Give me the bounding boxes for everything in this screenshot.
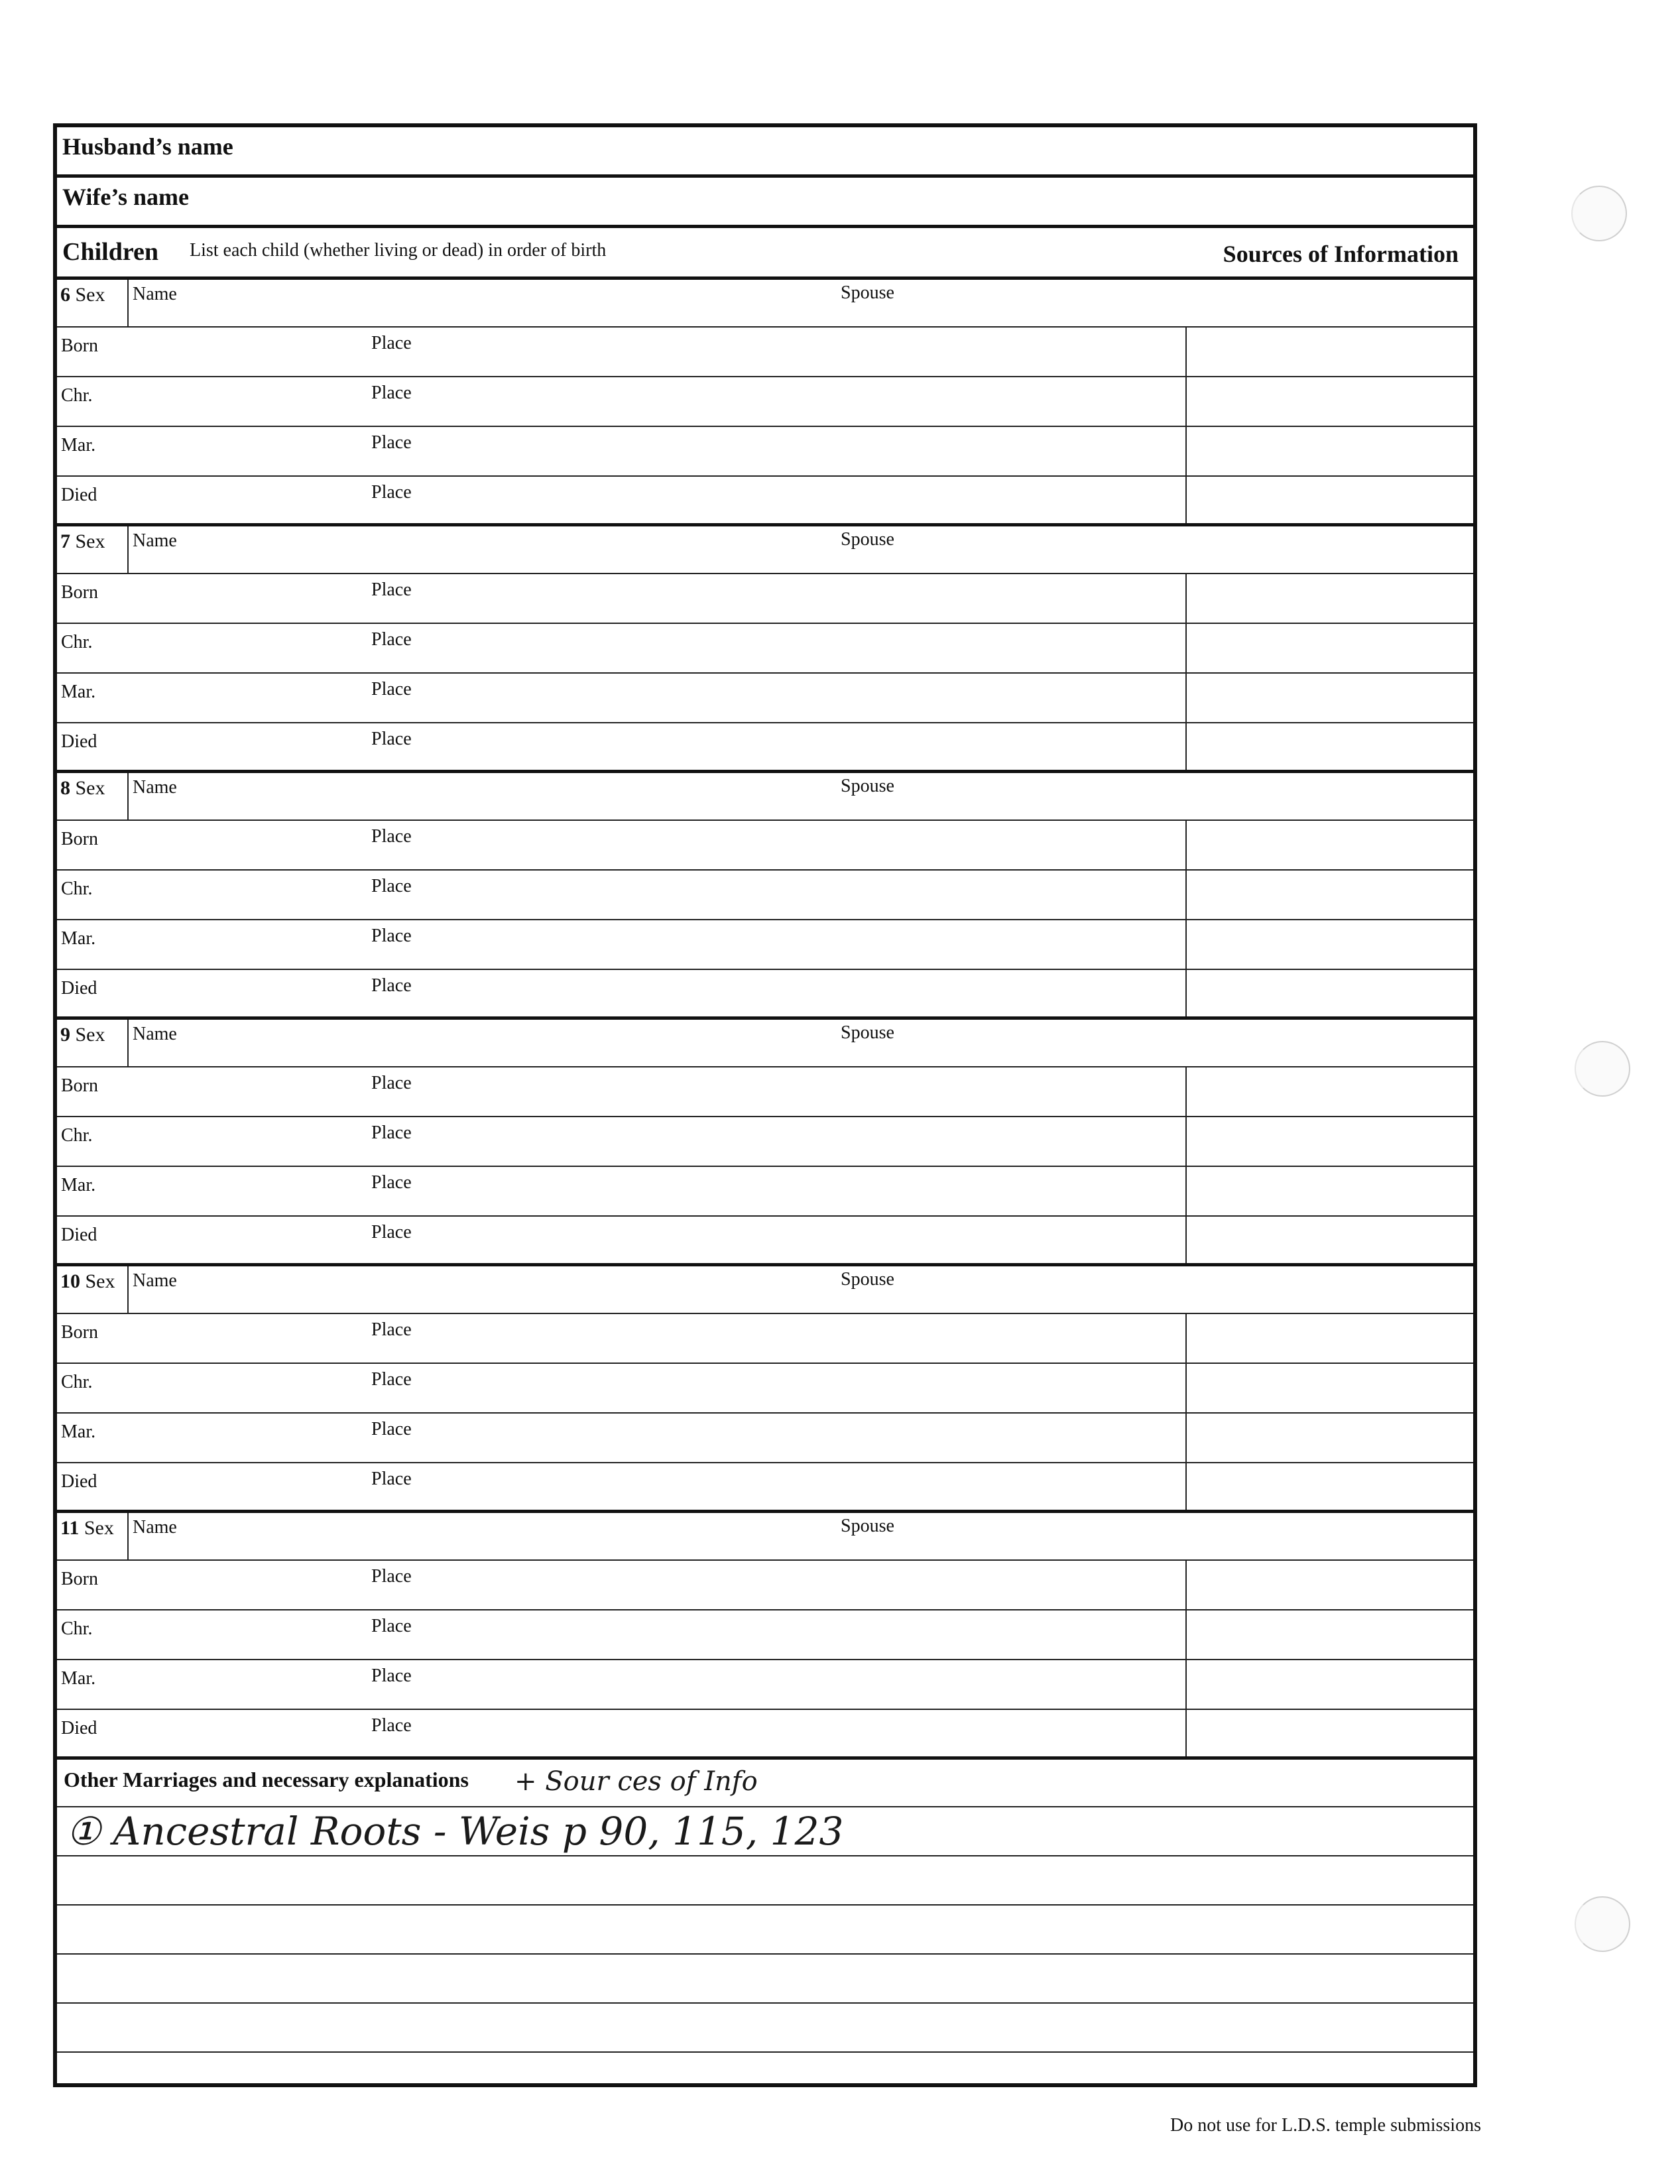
name-field[interactable] xyxy=(127,280,177,326)
child-number: 9 Sex xyxy=(60,1024,105,1046)
place-label: Place xyxy=(371,482,412,503)
sex-label: Sex xyxy=(75,1024,105,1046)
spouse-label: Spouse xyxy=(841,1269,894,1290)
name-label: Name xyxy=(133,1517,177,1538)
source-cell[interactable] xyxy=(1185,1463,1473,1510)
child-chr-row[interactable] xyxy=(57,1364,1473,1414)
source-cell[interactable] xyxy=(1185,1414,1473,1462)
source-cell[interactable] xyxy=(1185,1364,1473,1412)
sex-label: Sex xyxy=(75,284,105,306)
place-label: Place xyxy=(371,1222,412,1243)
husband-label: Husband’s name xyxy=(62,133,233,160)
sex-label: Sex xyxy=(75,777,105,799)
child-born-row[interactable] xyxy=(57,1067,1473,1117)
child-mar-row[interactable] xyxy=(57,1167,1473,1217)
child-born-row[interactable] xyxy=(57,1314,1473,1364)
child-died-row[interactable] xyxy=(57,970,1473,1020)
note-line-3[interactable] xyxy=(57,1906,1473,1955)
note-line-2[interactable] xyxy=(57,1856,1473,1906)
mar-label: Mar. xyxy=(61,928,96,949)
husband-row[interactable] xyxy=(57,127,1473,178)
source-cell[interactable] xyxy=(1185,1217,1473,1263)
child-mar-row[interactable] xyxy=(57,920,1473,970)
born-label: Born xyxy=(61,335,98,356)
source-cell[interactable] xyxy=(1185,1314,1473,1363)
child-chr-row[interactable] xyxy=(57,871,1473,920)
other-marriages-label: Other Marriages and necessary explanations xyxy=(64,1768,469,1791)
name-field[interactable] xyxy=(127,1266,177,1313)
mar-label: Mar. xyxy=(61,435,96,455)
source-cell[interactable] xyxy=(1185,1117,1473,1166)
chr-label: Chr. xyxy=(61,1618,93,1639)
handwritten-sources-note: + Sour ces of Info xyxy=(514,1766,758,1797)
child-name-row[interactable] xyxy=(57,773,1473,821)
died-label: Died xyxy=(61,1225,97,1245)
child-name-row[interactable] xyxy=(57,1266,1473,1314)
name-label: Name xyxy=(133,777,177,798)
source-cell[interactable] xyxy=(1185,1610,1473,1659)
place-label: Place xyxy=(371,1073,412,1093)
sources-label: Sources of Information xyxy=(1223,241,1459,267)
child-died-row[interactable] xyxy=(57,1217,1473,1266)
other-marriages-header xyxy=(57,1761,1473,1807)
mar-label: Mar. xyxy=(61,682,96,702)
note-line-1[interactable] xyxy=(57,1807,1473,1856)
child-number: 11 Sex xyxy=(60,1517,114,1539)
place-label: Place xyxy=(371,629,412,650)
sex-label: Sex xyxy=(85,1270,115,1292)
mar-label: Mar. xyxy=(61,1175,96,1195)
source-cell[interactable] xyxy=(1185,821,1473,869)
born-label: Born xyxy=(61,582,98,603)
name-field[interactable] xyxy=(127,773,177,819)
child-name-row[interactable] xyxy=(57,280,1473,328)
chr-label: Chr. xyxy=(61,1372,93,1392)
child-number: 6 Sex xyxy=(60,284,105,306)
chr-label: Chr. xyxy=(61,879,93,899)
place-label: Place xyxy=(371,432,412,453)
wife-row[interactable] xyxy=(57,178,1473,228)
place-label: Place xyxy=(371,1616,412,1636)
place-label: Place xyxy=(371,1172,412,1193)
binder-hole-bottom xyxy=(1575,1896,1630,1952)
binder-hole-top xyxy=(1571,186,1627,241)
spouse-label: Spouse xyxy=(841,1022,894,1043)
source-cell[interactable] xyxy=(1185,477,1473,523)
born-label: Born xyxy=(61,1075,98,1096)
sex-label: Sex xyxy=(75,530,105,552)
source-cell[interactable] xyxy=(1185,1167,1473,1215)
child-mar-row[interactable] xyxy=(57,674,1473,723)
died-label: Died xyxy=(61,485,97,505)
child-born-row[interactable] xyxy=(57,1561,1473,1610)
place-label: Place xyxy=(371,826,412,847)
spouse-label: Spouse xyxy=(841,1516,894,1536)
source-cell[interactable] xyxy=(1185,328,1473,376)
child-died-row[interactable] xyxy=(57,1463,1473,1513)
child-born-row[interactable] xyxy=(57,328,1473,377)
child-name-row[interactable] xyxy=(57,526,1473,574)
source-cell[interactable] xyxy=(1185,1660,1473,1709)
child-name-row[interactable] xyxy=(57,1020,1473,1067)
spouse-label: Spouse xyxy=(841,776,894,796)
place-label: Place xyxy=(371,1566,412,1587)
died-label: Died xyxy=(61,1471,97,1492)
children-label: Children xyxy=(62,238,159,266)
place-label: Place xyxy=(371,1369,412,1390)
place-label: Place xyxy=(371,679,412,699)
spouse-label: Spouse xyxy=(841,282,894,303)
source-cell[interactable] xyxy=(1185,1067,1473,1116)
place-label: Place xyxy=(371,926,412,946)
died-label: Died xyxy=(61,978,97,999)
place-label: Place xyxy=(371,1122,412,1143)
wife-label: Wife’s name xyxy=(62,184,189,210)
note-line-5[interactable] xyxy=(57,2004,1473,2053)
source-cell[interactable] xyxy=(1185,920,1473,969)
mar-label: Mar. xyxy=(61,1668,96,1689)
child-died-row[interactable] xyxy=(57,723,1473,773)
child-chr-row[interactable] xyxy=(57,1117,1473,1167)
name-label: Name xyxy=(133,1270,177,1291)
child-mar-row[interactable] xyxy=(57,1660,1473,1710)
source-cell[interactable] xyxy=(1185,377,1473,426)
place-label: Place xyxy=(371,1666,412,1686)
note-line-4[interactable] xyxy=(57,1955,1473,2004)
place-label: Place xyxy=(371,333,412,353)
place-label: Place xyxy=(371,1469,412,1489)
name-field[interactable] xyxy=(127,1020,177,1066)
source-cell[interactable] xyxy=(1185,1710,1473,1756)
source-cell[interactable] xyxy=(1185,723,1473,770)
place-label: Place xyxy=(371,579,412,600)
place-label: Place xyxy=(371,1319,412,1340)
place-label: Place xyxy=(371,729,412,749)
child-name-row[interactable] xyxy=(57,1513,1473,1561)
child-mar-row[interactable] xyxy=(57,1414,1473,1463)
children-header-row xyxy=(57,228,1473,280)
source-cell[interactable] xyxy=(1185,1561,1473,1609)
handwritten-source-entry: ① Ancestral Roots - Weis p 90, 115, 123 xyxy=(66,1809,844,1854)
child-chr-row[interactable] xyxy=(57,377,1473,427)
name-field[interactable] xyxy=(127,526,177,573)
child-number: 7 Sex xyxy=(60,530,105,552)
child-born-row[interactable] xyxy=(57,574,1473,624)
name-label: Name xyxy=(133,1024,177,1044)
source-cell[interactable] xyxy=(1185,624,1473,672)
place-label: Place xyxy=(371,1419,412,1439)
child-number: 10 Sex xyxy=(60,1270,115,1292)
child-number: 8 Sex xyxy=(60,777,105,799)
family-group-form xyxy=(53,123,1477,2087)
chr-label: Chr. xyxy=(61,632,93,652)
place-label: Place xyxy=(371,1715,412,1736)
footer-notice: Do not use for L.D.S. temple submissions xyxy=(1170,2115,1481,2136)
source-cell[interactable] xyxy=(1185,674,1473,722)
child-born-row[interactable] xyxy=(57,821,1473,871)
born-label: Born xyxy=(61,1569,98,1589)
binder-hole-middle xyxy=(1575,1041,1630,1097)
source-cell[interactable] xyxy=(1185,574,1473,623)
sex-label: Sex xyxy=(84,1517,114,1539)
source-cell[interactable] xyxy=(1185,871,1473,919)
born-label: Born xyxy=(61,1322,98,1343)
died-label: Died xyxy=(61,1718,97,1738)
died-label: Died xyxy=(61,731,97,752)
source-cell[interactable] xyxy=(1185,427,1473,475)
place-label: Place xyxy=(371,876,412,896)
born-label: Born xyxy=(61,829,98,849)
child-died-row[interactable] xyxy=(57,1710,1473,1760)
child-mar-row[interactable] xyxy=(57,427,1473,477)
name-field[interactable] xyxy=(127,1513,177,1559)
mar-label: Mar. xyxy=(61,1422,96,1442)
chr-label: Chr. xyxy=(61,385,93,406)
name-label: Name xyxy=(133,530,177,551)
chr-label: Chr. xyxy=(61,1125,93,1146)
name-label: Name xyxy=(133,284,177,304)
place-label: Place xyxy=(371,383,412,403)
child-chr-row[interactable] xyxy=(57,1610,1473,1660)
spouse-label: Spouse xyxy=(841,529,894,550)
place-label: Place xyxy=(371,975,412,996)
source-cell[interactable] xyxy=(1185,970,1473,1016)
child-died-row[interactable] xyxy=(57,477,1473,526)
children-instructions: List each child (whether living or dead) in order of birth xyxy=(190,240,607,261)
child-chr-row[interactable] xyxy=(57,624,1473,674)
